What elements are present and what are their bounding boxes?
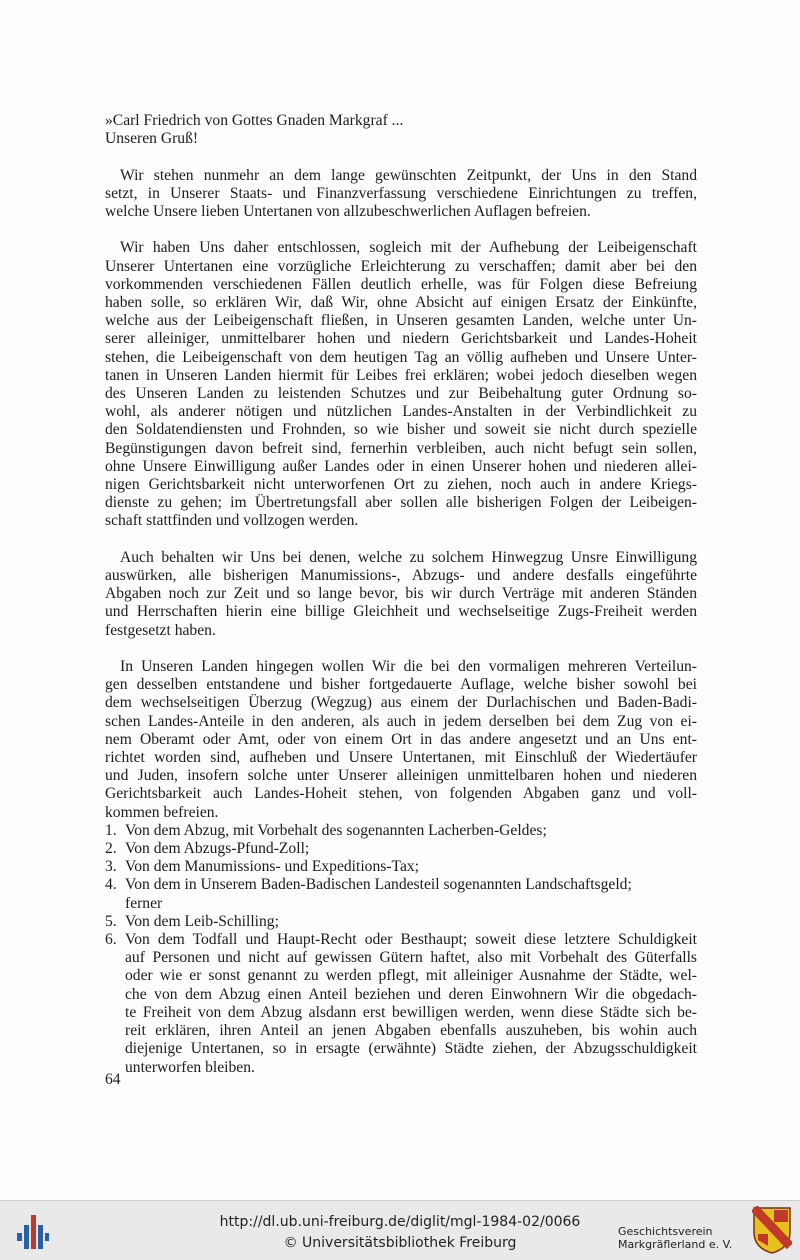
text-line: auswürken, alle bisherigen Manumissions-, Abzugs- und andere desfalls eingeführte bbox=[105, 567, 697, 585]
text-line: dienste zu gehen; im Übertretungsfall aber sollen alle bisherigen Folgen der Leibeigen- bbox=[105, 494, 697, 512]
document-body bbox=[105, 112, 697, 1077]
text-line: te Freiheit von dem Abzug alsdann erst bewilligen werden, wenn diese Städte sich be- bbox=[125, 1003, 697, 1021]
text-line: schen Landes-Anteile in den anderen, als auch in jedem derselben bei dem Zug von ei- bbox=[105, 712, 697, 730]
list-item bbox=[105, 858, 697, 876]
coat-of-arms-icon[interactable] bbox=[752, 1206, 792, 1254]
list-item-text: Von dem in Unserem Baden-Badischen Landesteil sogenannten Landschaftsgeld; bbox=[125, 876, 632, 894]
text-line: Unseren Gruß! bbox=[105, 130, 199, 148]
text-line: richtet worden sind, aufheben und Unsere Untertanen, mit Einschluß der Wiedertäufer bbox=[105, 749, 697, 767]
text-line: serer alleiniger, unmittelbarer hohen und niedern Gerichtsbarkeit und Landes-Hoheit bbox=[105, 330, 697, 348]
text-line: dem wechselseitigen Überzug (Wegzug) aus einem der Durlachischen und Baden-Badi- bbox=[105, 694, 697, 712]
list-item bbox=[105, 876, 697, 894]
text-line: wohl, als anderer nötigen und nützlichen Landes-Anstalten in der Verbindlichkeit zu bbox=[105, 403, 697, 421]
text-line: ferner bbox=[125, 894, 163, 912]
list-item-number: 5. bbox=[105, 912, 117, 930]
text-line: Unserer Untertanen eine vorzügliche Erleichterung zu verschaffen; damit aber bei den bbox=[105, 257, 697, 275]
list-item-number: 1. bbox=[105, 821, 117, 839]
text-line: Abgaben noch zur Zeit und so lange bevor, bis wir durch Verträge mit anderen Ständen bbox=[105, 585, 697, 603]
text-line: reit erklären, ihren Anteil an jenen Abgaben ebenfalls auszuheben, bis wohin auch bbox=[125, 1022, 697, 1040]
text-line: Begünstigungen davon befreit sind, fernerhin verbleiben, auch nicht befugt sein sollen, bbox=[105, 439, 697, 457]
list-item bbox=[105, 822, 697, 840]
list-item bbox=[105, 913, 697, 931]
text-line: schaft stattfinden und vollzogen werden. bbox=[105, 512, 359, 530]
text-line: Auch behalten wir Uns bei denen, welche zu solchem Hinwegzug Unsre Einwilligung bbox=[120, 548, 697, 566]
text-line: haben solle, so erklären Wir, daß Wir, ohne Absicht auf einigen Ersatz der Einkünfte, bbox=[105, 294, 697, 311]
list-item-text: Von dem Abzug, mit Vorbehalt des sogenannten Lacherben-Geldes; bbox=[125, 821, 547, 839]
society-name-line1: Geschichtsverein bbox=[618, 1225, 713, 1238]
viewer-footer bbox=[0, 1200, 800, 1260]
text-line: und Herrschaften hierin eine billige Gleichheit und wechselseitige Zugs-Freiheit werden bbox=[105, 603, 697, 621]
society-name-line2: Markgräflerland e. V. bbox=[618, 1238, 733, 1251]
text-line: nigen Gerichtsbarkeit nicht unterworfenen Ort zu ziehen, noch auch in andere Kriegs- bbox=[105, 476, 697, 494]
page-number: 64 bbox=[105, 1071, 121, 1088]
permalink-link[interactable]: http://dl.ub.uni-freiburg.de/diglit/mgl-1984-02/0066 bbox=[219, 1214, 581, 1230]
list-item-text: Von dem Leib-Schilling; bbox=[125, 912, 279, 930]
text-line: ohne Unsere Einwilligung außer Landes oder in einen Unserer hohen und niederen allei- bbox=[105, 457, 697, 475]
text-line: den Soldatendiensten und Frohnden, so wie bisher und soweit sie nicht durch spezielle bbox=[105, 421, 697, 439]
paragraph-gap bbox=[105, 148, 697, 166]
text-line: Gerichtsbarkeit auch Landes-Hoheit stehen, von folgenden Abgaben ganz und voll- bbox=[105, 785, 697, 803]
paragraph-gap bbox=[105, 531, 697, 549]
text-line: setzt, in Unserer Staats- und Finanzverfassung verschiedene Einrichtungen zu treffen, bbox=[105, 184, 697, 202]
text-line: gen desselben entstandene und bisher fortgedauerte Auflage, welche bisher sowohl bei bbox=[105, 676, 697, 694]
text-line: unterworfen bleiben. bbox=[125, 1058, 255, 1076]
copyright-link[interactable]: © Universitätsbibliothek Freiburg bbox=[283, 1235, 517, 1251]
text-line: kommen befreien. bbox=[105, 803, 219, 821]
list-item bbox=[105, 931, 697, 949]
text-line: Wir stehen nunmehr an dem lange gewünschten Zeitpunkt, der Uns in den Stand bbox=[120, 166, 697, 184]
text-line: In Unseren Landen hingegen wollen Wir die bei den vormaligen mehreren Verteilun- bbox=[120, 658, 697, 676]
list-item-number: 2. bbox=[105, 840, 117, 858]
text-line: nem Oberamt oder Amt, oder von einem Ort in das andere angesetzt und an Uns ent- bbox=[105, 730, 697, 748]
list-item-text: Von dem Todfall und Haupt-Recht oder Besthaupt; soweit diese letztere Schuldigkeit bbox=[125, 931, 697, 949]
text-line: oder wie er sonst genannt zu werden pflegt, mit alleiniger Ausnahme der Städte, wel- bbox=[125, 967, 697, 985]
paragraph-gap bbox=[105, 640, 697, 658]
list-item-text: Von dem Abzugs-Pfund-Zoll; bbox=[125, 840, 310, 858]
text-line: welche Unsere lieben Untertanen von allzubeschwerlichen Auflagen befreien. bbox=[105, 203, 591, 220]
list-item-number: 3. bbox=[105, 858, 117, 876]
text-line: vorkommenden verschiedenen Fällen deutlich erhelle, was für Folgen diese Befreiung bbox=[105, 275, 697, 293]
text-line: stehen, die Leibeigenschaft von dem heutigen Tag an völlig aufheben und Unsere Unter- bbox=[105, 348, 697, 366]
text-line: des Unseren Landen zu leistenden Schutzes und zur Beibehaltung guter Ordnung so- bbox=[105, 385, 697, 403]
paragraph-gap bbox=[105, 221, 697, 239]
list-item-number: 4. bbox=[105, 876, 117, 894]
list-item-text: Von dem Manumissions- und Expeditions-Tax; bbox=[125, 858, 420, 876]
text-line: »Carl Friedrich von Gottes Gnaden Markgraf ... bbox=[105, 112, 404, 129]
list-item bbox=[105, 840, 697, 858]
text-line: auf Personen und nicht auf gewissen Gütern haftet, also mit Vorbehalt des Güterfalls bbox=[125, 949, 697, 967]
text-line: che von dem Abzug einen Anteil beziehen und deren Einwohnern Wir die obgedach- bbox=[125, 985, 697, 1003]
text-line: welche aus der Leibeigenschaft fließen, in Unseren gesamten Landen, welche unter Un- bbox=[105, 312, 697, 330]
list-item-number: 6. bbox=[105, 931, 117, 949]
text-line: tanen in Unseren Landen hiermit für Leibes frei erklären; wobei jedoch dieselben wegen bbox=[105, 366, 697, 384]
text-line: diejenige Untertanen, so in ersagte (erwähnte) Städte ziehen, der Abzugsschuldigkeit bbox=[125, 1040, 697, 1058]
society-name[interactable] bbox=[618, 1225, 732, 1251]
text-line: und Juden, insofern solche unter Unserer alleinigen unmittelbaren hohen und niederen bbox=[105, 767, 697, 785]
text-line: festgesetzt haben. bbox=[105, 621, 216, 639]
text-line: Wir haben Uns daher entschlossen, sogleich mit der Aufhebung der Leibeigenschaft bbox=[120, 239, 697, 257]
